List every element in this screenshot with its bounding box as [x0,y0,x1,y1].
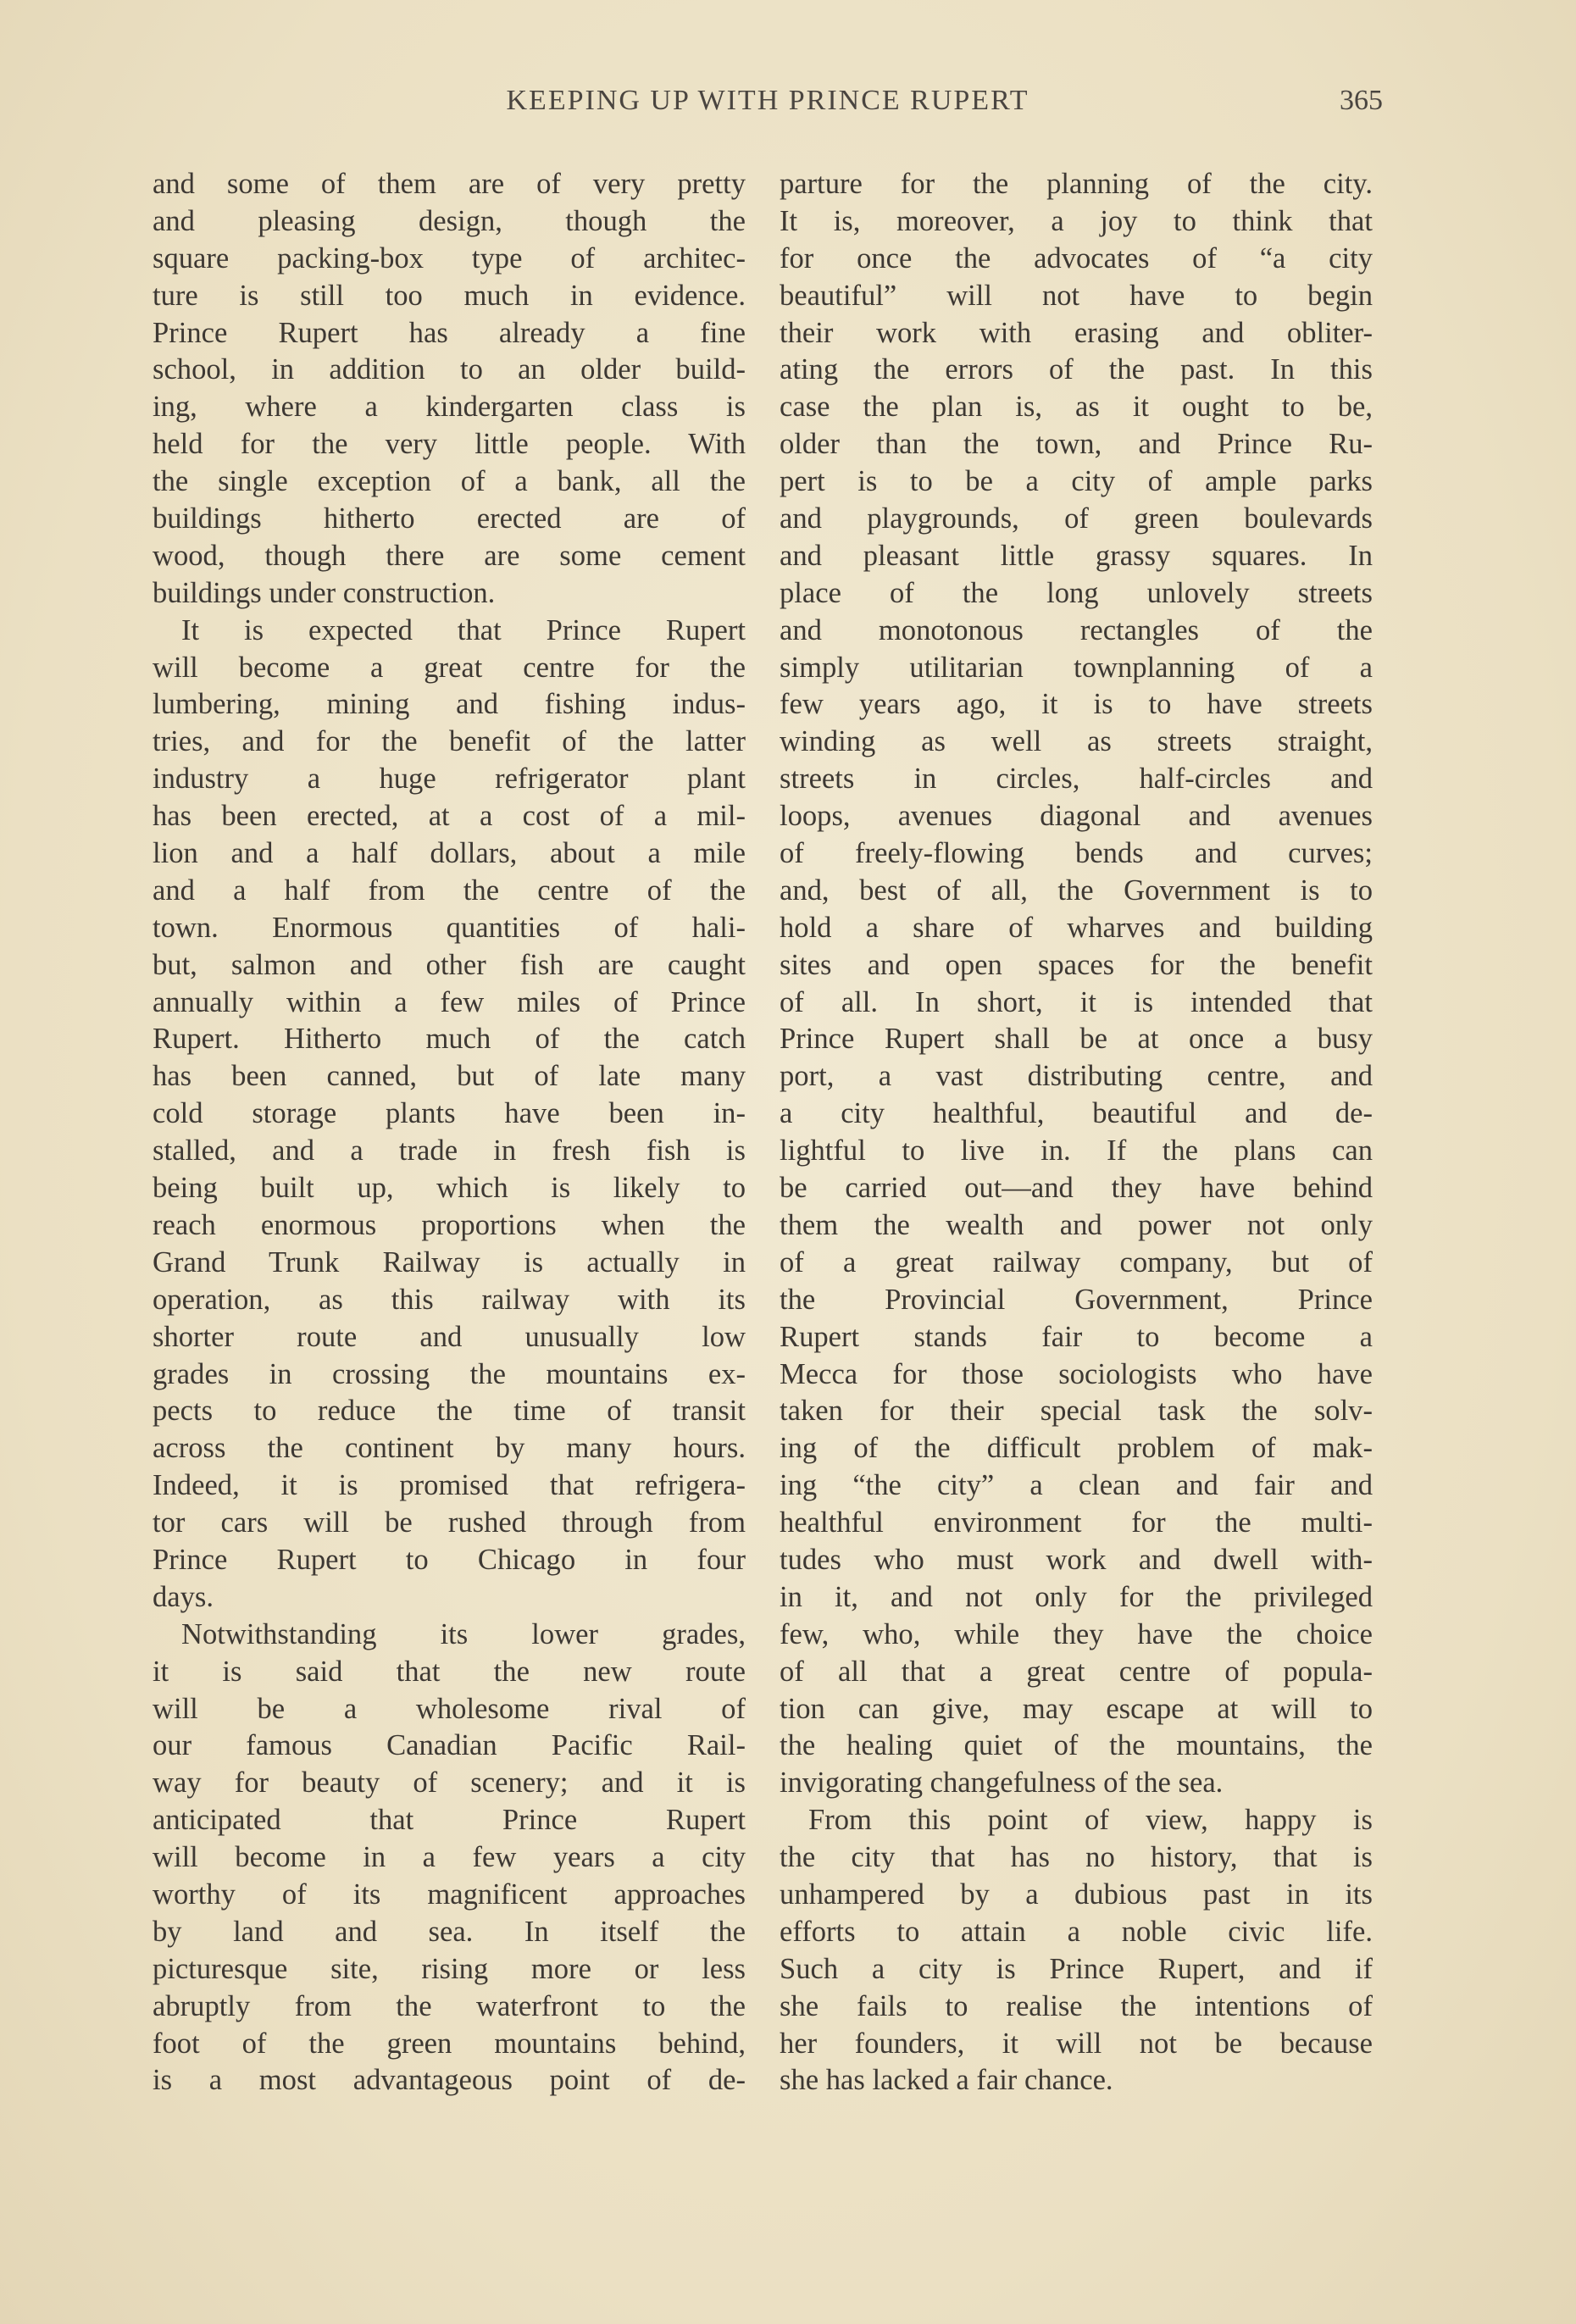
text-line: parture for the planning of the city. [780,168,1373,200]
left-column [153,166,746,2099]
text-line: annually within a few miles of Prince [153,985,746,1018]
text-line: and playgrounds, of green boulevards [780,502,1373,535]
text-line: it is said that the new route [153,1655,746,1688]
text-line: Rupert. Hitherto much of the catch [153,1023,746,1056]
text-line: and monotonous rectangles of the [780,613,1373,646]
text-line: for once the advocates of “a city [780,241,1373,275]
text-line: picturesque site, rising more or less [153,1952,746,1985]
text-line: the single exception of a bank, all the [153,465,746,498]
text-line: ating the errors of the past. In this [780,353,1373,386]
text-line: across the continent by many hours. [153,1432,746,1465]
text-line: will become a great centre for the [153,651,746,684]
text-line: stalled, and a trade in fresh fish is [153,1134,746,1168]
text-line: tion can give, may escape at will to [780,1692,1373,1725]
text-line: but, salmon and other fish are caught [153,948,746,981]
text-line: loops, avenues diagonal and avenues [780,800,1373,833]
text-line: operation, as this railway with its [153,1283,746,1316]
text-line: and pleasing design, though the [153,204,746,237]
text-line: square packing-box type of architec- [153,241,746,275]
text-line: Prince Rupert has already a fine [153,316,746,349]
text-line: ing, where a kindergarten class is [153,391,746,424]
text-line: healthful environment for the multi- [780,1506,1373,1539]
text-line: town. Enormous quantities of hali- [153,911,746,944]
text-line: Such a city is Prince Rupert, and if [780,1952,1373,1985]
text-line: streets in circles, half-circles and [780,763,1373,796]
text-line: ing “the city” a clean and fair and [780,1469,1373,1502]
text-line: her founders, it will not be because [780,2027,1373,2060]
text-line: will become in a few years a city [153,1841,746,1874]
text-line: Rupert stands fair to become a [780,1320,1373,1353]
text-line: sites and open spaces for the benefit [780,948,1373,981]
text-line: them the wealth and power not only [780,1208,1373,1241]
text-line: their work with erasing and obliter- [780,316,1373,349]
text-line: the healing quiet of the mountains, the [780,1729,1373,1762]
text-line: Notwithstanding its lower grades, [181,1617,746,1650]
text-line: pert is to be a city of ample parks [780,465,1373,498]
text-line: cold storage plants have been in- [153,1097,746,1130]
text-line: days. [153,1580,214,1613]
text-line: the Provincial Government, Prince [780,1283,1373,1316]
text-line: foot of the green mountains behind, [153,2027,746,2060]
text-line: simply utilitarian townplanning of a [780,651,1373,684]
text-line: hold a share of wharves and building [780,911,1373,944]
text-line: ing of the difficult problem of mak- [780,1432,1373,1465]
text-line: unhampered by a dubious past in its [780,1878,1373,1911]
text-line: be carried out—and they have behind [780,1172,1373,1205]
text-line: of all. In short, it is intended that [780,985,1373,1018]
text-line: lion and a half dollars, about a mile [153,837,746,870]
text-line: tor cars will be rushed through from [153,1506,746,1539]
right-column [780,166,1373,2099]
text-line: school, in addition to an older build- [153,353,746,386]
text-line: grades in crossing the mountains ex- [153,1357,746,1390]
text-line: beautiful” will not have to begin [780,279,1373,312]
text-line: It is expected that Prince Rupert [181,613,746,646]
text-line: a city healthful, beautiful and de- [780,1097,1373,1130]
text-line: Prince Rupert shall be at once a busy [780,1023,1373,1056]
text-line: buildings hitherto erected are of [153,502,746,535]
text-line: and pleasant little grassy squares. In [780,539,1373,572]
text-line: lightful to live in. If the plans can [780,1134,1373,1168]
text-line: Prince Rupert to Chicago in four [153,1543,746,1576]
text-line: abruptly from the waterfront to the [153,1989,746,2022]
text-line: our famous Canadian Pacific Rail- [153,1729,746,1762]
text-line: she fails to realise the intentions of [780,1989,1373,2022]
text-line: From this point of view, happy is [808,1804,1373,1837]
text-line: has been erected, at a cost of a mil- [153,800,746,833]
text-line: in it, and not only for the privileged [780,1580,1373,1613]
text-line: held for the very little people. With [153,428,746,461]
text-line: and a half from the centre of the [153,874,746,907]
text-line: efforts to attain a noble civic life. [780,1915,1373,1948]
text-line: of freely-flowing bends and curves; [780,837,1373,870]
page-header [153,85,1383,136]
text-line: place of the long unlovely streets [780,576,1373,609]
text-line: invigorating changefulness of the sea. [780,1767,1224,1800]
text-line: winding as well as streets straight, [780,725,1373,758]
text-line: Mecca for those sociologists who have [780,1357,1373,1390]
text-line: few, who, while they have the choice [780,1617,1373,1650]
text-line: she has lacked a fair chance. [780,2064,1113,2097]
text-line: tudes who must work and dwell with- [780,1543,1373,1576]
text-line: being built up, which is likely to [153,1172,746,1205]
text-line: buildings under construction. [153,576,496,609]
text-line: case the plan is, as it ought to be, [780,391,1373,424]
text-line: Indeed, it is promised that refrigera- [153,1469,746,1502]
text-line: of a great railway company, but of [780,1245,1373,1278]
text-line: anticipated that Prince Rupert [153,1804,746,1837]
text-line: taken for their special task the solv- [780,1395,1373,1428]
text-line: will be a wholesome rival of [153,1692,746,1725]
text-line: shorter route and unusually low [153,1320,746,1353]
text-line: by land and sea. In itself the [153,1915,746,1948]
text-line: is a most advantageous point of de- [153,2064,746,2097]
text-line: port, a vast distributing centre, and [780,1060,1373,1093]
text-line: industry a huge refrigerator plant [153,763,746,796]
text-line: and some of them are of very pretty [153,168,746,200]
text-line: wood, though there are some cement [153,539,746,572]
text-line: tries, and for the benefit of the latter [153,725,746,758]
text-line: has been canned, but of late many [153,1060,746,1093]
text-line: way for beauty of scenery; and it is [153,1767,746,1800]
text-line: of all that a great centre of popula- [780,1655,1373,1688]
text-line: older than the town, and Prince Ru- [780,428,1373,461]
page-number: 365 [1340,85,1383,116]
text-line: reach enormous proportions when the [153,1208,746,1241]
text-line: worthy of its magnificent approaches [153,1878,746,1911]
text-line: lumbering, mining and fishing indus- [153,688,746,721]
text-line: and, best of all, the Government is to [780,874,1373,907]
running-head: KEEPING UP WITH PRINCE RUPERT [506,85,1029,116]
text-line: few years ago, it is to have streets [780,688,1373,721]
text-line: Grand Trunk Railway is actually in [153,1245,746,1278]
text-line: It is, moreover, a joy to think that [780,204,1373,237]
text-line: the city that has no history, that is [780,1841,1373,1874]
text-line: pects to reduce the time of transit [153,1395,746,1428]
text-line: ture is still too much in evidence. [153,279,746,312]
